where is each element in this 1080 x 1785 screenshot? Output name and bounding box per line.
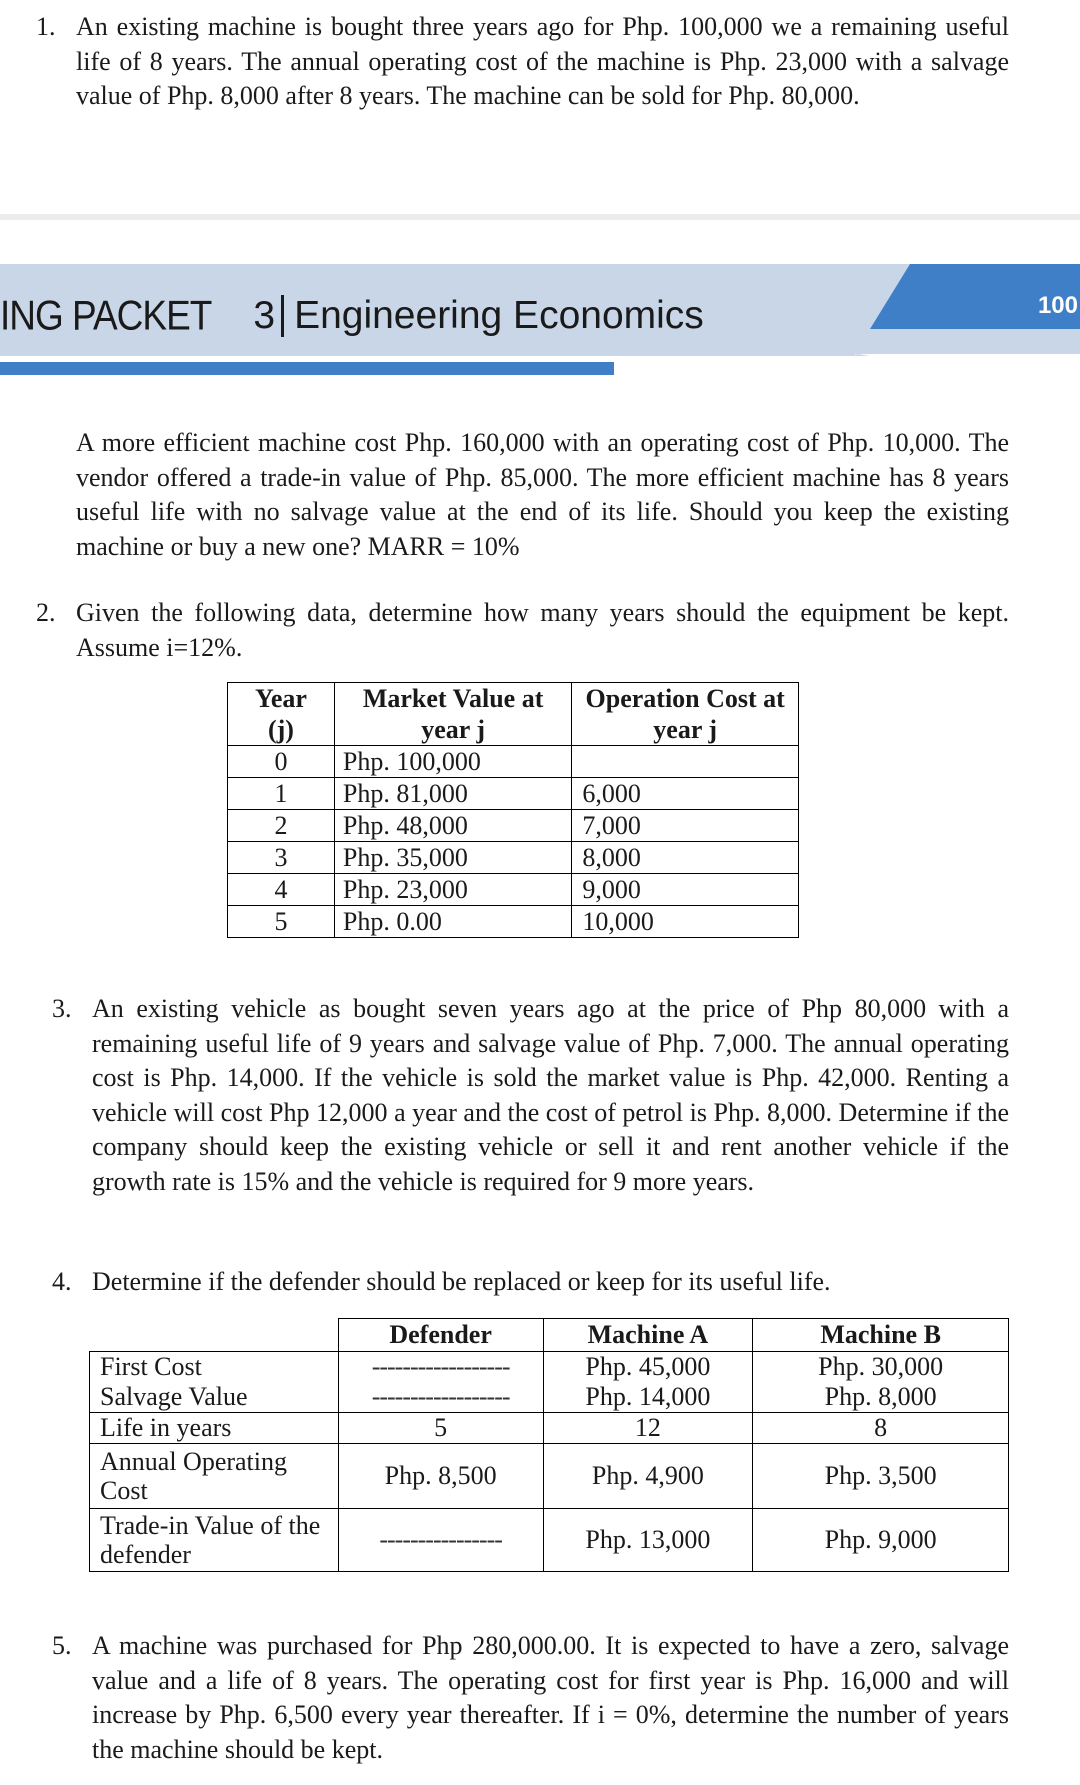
table-row: [90, 1444, 1009, 1509]
page-number: 100: [1037, 292, 1078, 319]
defender-cell: ----------------: [338, 1509, 543, 1572]
machine-b-cell: 8: [753, 1413, 1009, 1444]
machine-a-cell: Php. 14,000: [543, 1382, 753, 1413]
table-header-row: [90, 1319, 1009, 1352]
problem-2-text: Given the following data, determine how many years should the equipment be kept. Assume i=12%.: [76, 598, 1009, 662]
table-row: [90, 1509, 1009, 1572]
machine-b-cell: Php. 9,000: [753, 1509, 1009, 1572]
row-label: Trade-in Value of the defender: [90, 1509, 339, 1572]
band-underline: [0, 362, 614, 375]
year-cell: 3: [228, 842, 335, 874]
defender-cell: 5: [338, 1413, 543, 1444]
problem-3-text: An existing vehicle as bought seven years ago at the price of Php 80,000 with a remaining useful life of 9 years and salvage value of Php. 7,000. The annual operating cost is Php. 14,000. If the vehicle is sold the market value is Php. 42,000. Renting a vehicle will cost Php 12,000 a year and the cost of petrol is Php. 8,000. Determine if the company should keep the existing vehicle or sell it and rent another vehicle if the growth rate is 15% and the vehicle is required for 9 more years.: [92, 994, 1009, 1196]
machine-b-cell: Php. 8,000: [753, 1382, 1009, 1413]
operation-cost-cell: [572, 746, 799, 778]
page-break-strip: [0, 214, 1080, 220]
header-year: Year (j): [228, 683, 335, 746]
row-label: Life in years: [90, 1413, 339, 1444]
replacement-comparison-table: [89, 1318, 1009, 1572]
operation-cost-cell: 8,000: [572, 842, 799, 874]
header-machine-a: Machine A: [543, 1319, 753, 1352]
problem-5-number: 5.: [52, 1631, 72, 1660]
machine-b-cell: Php. 30,000: [753, 1352, 1009, 1383]
table-row: [90, 1352, 1009, 1383]
problem-1-number: 1.: [36, 12, 56, 41]
defender-cell: Php. 8,500: [338, 1444, 543, 1509]
operation-cost-cell: 7,000: [572, 810, 799, 842]
header-market-value: Market Value at year j: [334, 683, 571, 746]
table-row: [90, 1382, 1009, 1413]
machine-a-cell: Php. 45,000: [543, 1352, 753, 1383]
band-title: [0, 294, 704, 338]
header-defender: Defender: [338, 1319, 543, 1352]
operation-cost-cell: 9,000: [572, 874, 799, 906]
market-value-cell: Php. 100,000: [334, 746, 571, 778]
market-value-table: [227, 682, 799, 938]
market-value-cell: Php. 23,000: [334, 874, 571, 906]
defender-cell: ------------------: [338, 1352, 543, 1383]
table-row: [90, 1413, 1009, 1444]
year-cell: 5: [228, 906, 335, 938]
market-value-cell: Php. 48,000: [334, 810, 571, 842]
year-cell: 0: [228, 746, 335, 778]
table-row: [228, 746, 799, 778]
table-header-row: [228, 683, 799, 746]
empty-corner: [90, 1319, 339, 1352]
row-label: Salvage Value: [90, 1382, 339, 1413]
row-label: Annual Operating Cost: [90, 1444, 339, 1509]
table-row: [228, 810, 799, 842]
problem-5-text: A machine was purchased for Php 280,000.00. It is expected to have a zero, salvage value and a life of 8 years. The operating cost for first year is Php. 16,000 and will increase by Php. 6,500 every year thereafter. If i = 0%, determine the number of years the machine should be kept.: [92, 1631, 1009, 1764]
packet-label: ING PACKET: [0, 292, 212, 339]
problem-3-number: 3.: [52, 994, 72, 1023]
table-row: [228, 906, 799, 938]
machine-a-cell: Php. 4,900: [543, 1444, 753, 1509]
chapter-title: Engineering Economics: [294, 294, 704, 337]
table-row: [228, 842, 799, 874]
machine-b-cell: Php. 3,500: [753, 1444, 1009, 1509]
header-machine-b: Machine B: [753, 1319, 1009, 1352]
problem-4-text: Determine if the defender should be replaced or keep for its useful life.: [92, 1267, 831, 1296]
title-separator: [281, 295, 284, 337]
problem-4-number: 4.: [52, 1267, 72, 1296]
defender-cell: ------------------: [338, 1382, 543, 1413]
row-label: First Cost: [90, 1352, 339, 1383]
header-band: [0, 264, 1080, 404]
table-row: [228, 874, 799, 906]
table-row: [228, 778, 799, 810]
market-value-cell: Php. 0.00: [334, 906, 571, 938]
machine-a-cell: Php. 13,000: [543, 1509, 753, 1572]
market-value-cell: Php. 35,000: [334, 842, 571, 874]
chapter-number: 3: [253, 294, 276, 337]
year-cell: 2: [228, 810, 335, 842]
year-cell: 1: [228, 778, 335, 810]
header-operation-cost: Operation Cost at year j: [572, 683, 799, 746]
machine-a-cell: 12: [543, 1413, 753, 1444]
market-value-cell: Php. 81,000: [334, 778, 571, 810]
problem-1-continuation: A more efficient machine cost Php. 160,000 with an operating cost of Php. 10,000. The vendor offered a trade-in value of Php. 85,000. The more efficient machine has 8 years useful life with no salvage value at the end of its life. Should you keep the existing machine or buy a new one? MARR = 10%: [76, 428, 1009, 561]
problem-1-text: An existing machine is bought three years ago for Php. 100,000 we a remaining useful life of 8 years. The annual operating cost of the machine is Php. 23,000 with a salvage value of Php. 8,000 after 8 years. The machine can be sold for Php. 80,000.: [76, 12, 1009, 110]
year-cell: 4: [228, 874, 335, 906]
operation-cost-cell: 6,000: [572, 778, 799, 810]
problem-2-number: 2.: [36, 598, 56, 627]
operation-cost-cell: 10,000: [572, 906, 799, 938]
